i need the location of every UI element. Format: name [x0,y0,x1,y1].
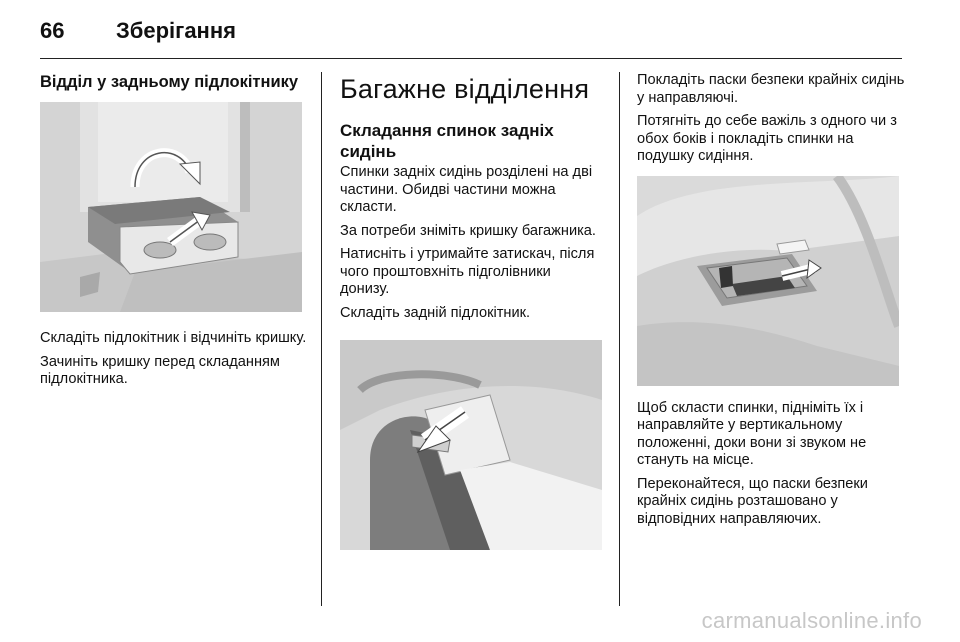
paragraph: Щоб скласти спинки, підніміть їх і направляйте у вертикальному положенні, доки вони зі звуком не стануть на місце. [637,399,867,468]
column-armrest [40,72,308,395]
paragraph: Покладіть паски безпеки крайніх сидінь у направляючі. [637,72,905,106]
paragraph: Складіть підлокітник і відчиніть кришку. [40,330,307,346]
main-title: Багажне відділення [340,74,590,104]
armrest-illustration [40,102,302,312]
page-number: 66 [40,18,65,43]
paragraph: Зачиніть кришку перед складанням підлокітника. [40,353,280,387]
paragraph: Спинки задніх сидінь розділені на дві частини. Обидві частини можна скласти. [340,164,593,215]
column-divider-right [619,72,620,606]
paragraph: Переконайтеся, що паски безпеки крайніх сидінь розташовано у відповідних направляючих. [637,475,868,527]
headrest-latch-illustration [340,340,602,550]
header-rule [40,58,902,59]
sub-title: Складання спинок задніх сидінь [340,121,554,161]
section-title-armrest: Відділ у задньому підлокітнику [40,73,299,91]
paragraph: Складіть задній підлокітник. [340,304,531,321]
paragraph: Натисніть і утримайте затискач, після чого проштовхніть підголівники донизу. [340,246,595,297]
column-divider-left [321,72,322,606]
chapter-title: Зберігання [116,18,236,43]
column-seatbacks [637,72,905,534]
watermark-text: carmanualsonline.info [701,608,922,633]
paragraph: Потягніть до себе важіль з одного чи з обох боків і покладіть спинки на подушку сидіння. [637,113,897,164]
column-luggage [340,72,602,550]
paragraph: За потреби зніміть кришку багажника. [340,222,596,239]
seatback-lever-illustration [637,176,899,386]
